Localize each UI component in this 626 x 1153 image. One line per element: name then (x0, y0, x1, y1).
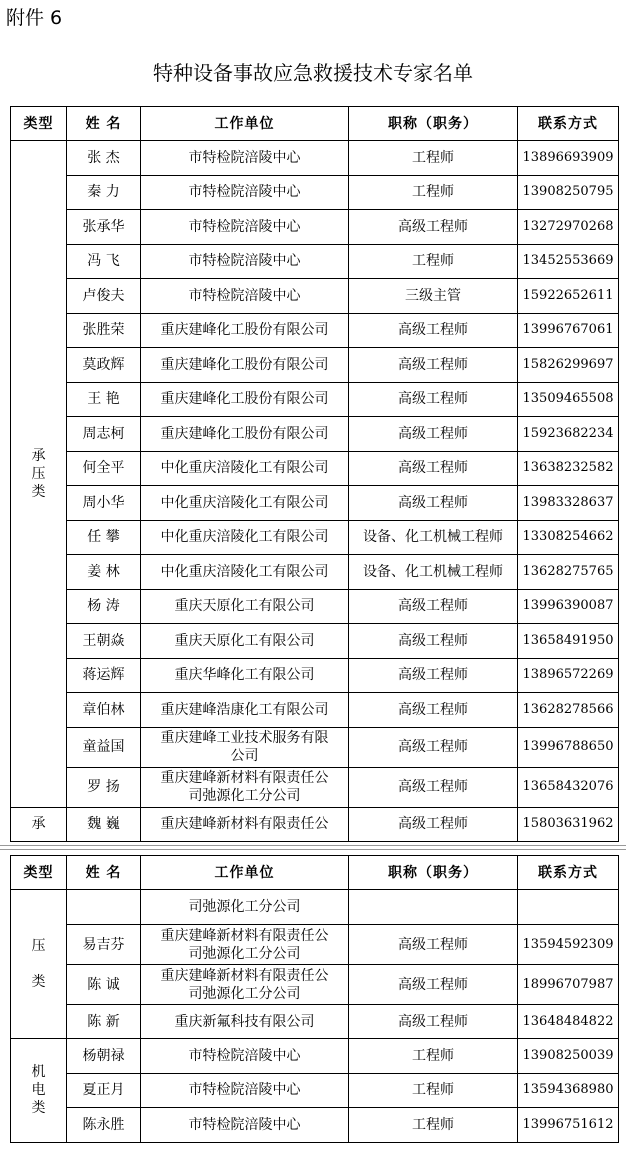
unit-cell: 市特检院涪陵中心 (141, 1073, 349, 1108)
unit-cell: 重庆天原化工有限公司 (141, 624, 349, 659)
name-cell: 冯 飞 (67, 244, 141, 279)
contact-cell: 13996751612 (518, 1108, 619, 1143)
unit-cell: 市特检院涪陵中心 (141, 1039, 349, 1074)
document-title: 特种设备事故应急救援技术专家名单 (153, 61, 473, 85)
title-cell: 高级工程师 (349, 624, 518, 659)
name-cell: 陈 新 (67, 1005, 141, 1039)
contact-cell: 13896693909 (518, 141, 619, 176)
contact-cell: 15803631962 (518, 807, 619, 841)
unit-cell: 司弛源化工分公司 (141, 890, 349, 925)
unit-cell: 重庆建峰化工股份有限公司 (141, 313, 349, 348)
contact-cell: 13658491950 (518, 624, 619, 659)
unit-cell: 重庆建峰新材料有限责任公 司弛源化工分公司 (141, 925, 349, 965)
expert-table-page2 (10, 855, 619, 1143)
title-cell: 高级工程师 (349, 1005, 518, 1039)
unit-cell: 重庆建峰新材料有限责任公 (141, 807, 349, 841)
category-pressure-vessel-cont: 承 (11, 807, 67, 841)
table-row (11, 1039, 619, 1074)
table-header-row (11, 856, 619, 890)
contact-cell: 15922652611 (518, 279, 619, 314)
table-header-row (11, 107, 619, 141)
name-cell: 张胜荣 (67, 313, 141, 348)
table-row (11, 727, 619, 767)
name-cell: 何全平 (67, 451, 141, 486)
table-row (11, 210, 619, 245)
table-row (11, 244, 619, 279)
contact-cell: 13908250795 (518, 175, 619, 210)
name-cell: 张承华 (67, 210, 141, 245)
contact-cell: 13638232582 (518, 451, 619, 486)
name-cell: 王 艳 (67, 382, 141, 417)
contact-cell: 13996390087 (518, 589, 619, 624)
page-break (0, 843, 626, 853)
table-row (11, 1005, 619, 1039)
unit-cell: 重庆建峰化工股份有限公司 (141, 348, 349, 383)
title-cell: 设备、化工机械工程师 (349, 555, 518, 590)
name-cell: 蒋运辉 (67, 658, 141, 693)
unit-cell: 重庆建峰化工股份有限公司 (141, 417, 349, 452)
category-pressure-vessel: 承 压 类 (11, 141, 67, 808)
contact-cell: 13594368980 (518, 1073, 619, 1108)
name-cell: 任 攀 (67, 520, 141, 555)
table-row (11, 1073, 619, 1108)
header-contact: 联系方式 (518, 107, 619, 141)
title-cell: 高级工程师 (349, 210, 518, 245)
contact-cell: 15826299697 (518, 348, 619, 383)
title-cell: 高级工程师 (349, 658, 518, 693)
header-contact: 联系方式 (518, 856, 619, 890)
contact-cell: 18996707987 (518, 965, 619, 1005)
unit-cell: 中化重庆涪陵化工有限公司 (141, 451, 349, 486)
title-cell: 高级工程师 (349, 767, 518, 807)
unit-cell: 市特检院涪陵中心 (141, 1108, 349, 1143)
name-cell: 章伯林 (67, 693, 141, 728)
title-cell: 设备、化工机械工程师 (349, 520, 518, 555)
name-cell: 卢俊夫 (67, 279, 141, 314)
contact-cell: 13896572269 (518, 658, 619, 693)
title-cell: 工程师 (349, 141, 518, 176)
title-cell: 高级工程师 (349, 965, 518, 1005)
unit-cell: 重庆新氟科技有限公司 (141, 1005, 349, 1039)
header-unit: 工作单位 (141, 107, 349, 141)
name-cell: 张 杰 (67, 141, 141, 176)
header-name: 姓 名 (67, 107, 141, 141)
table-row-continuation (11, 890, 619, 925)
contact-cell: 13628278566 (518, 693, 619, 728)
name-cell: 陈 诚 (67, 965, 141, 1005)
name-cell: 周小华 (67, 486, 141, 521)
table-row (11, 486, 619, 521)
category-electromechanical: 机 电 类 (11, 1039, 67, 1143)
table-row (11, 807, 619, 841)
table-row (11, 589, 619, 624)
name-cell: 易吉芬 (67, 925, 141, 965)
title-cell: 三级主管 (349, 279, 518, 314)
unit-cell: 市特检院涪陵中心 (141, 141, 349, 176)
title-cell: 高级工程师 (349, 382, 518, 417)
table-row (11, 382, 619, 417)
title-cell: 高级工程师 (349, 925, 518, 965)
contact-cell: 13509465508 (518, 382, 619, 417)
title-cell: 工程师 (349, 244, 518, 279)
unit-cell: 重庆华峰化工有限公司 (141, 658, 349, 693)
name-cell: 魏 巍 (67, 807, 141, 841)
table-row (11, 417, 619, 452)
title-cell: 高级工程师 (349, 727, 518, 767)
name-cell: 杨朝禄 (67, 1039, 141, 1074)
table-row (11, 451, 619, 486)
table-row (11, 1108, 619, 1143)
title-cell: 高级工程师 (349, 807, 518, 841)
header-name: 姓 名 (67, 856, 141, 890)
table-row (11, 925, 619, 965)
header-unit: 工作单位 (141, 856, 349, 890)
title-cell: 高级工程师 (349, 417, 518, 452)
title-cell: 高级工程师 (349, 589, 518, 624)
expert-table-page1 (10, 106, 619, 842)
name-cell: 姜 林 (67, 555, 141, 590)
unit-cell: 中化重庆涪陵化工有限公司 (141, 486, 349, 521)
header-type: 类型 (11, 856, 67, 890)
unit-cell: 市特检院涪陵中心 (141, 175, 349, 210)
unit-cell: 重庆建峰工业技术服务有限 公司 (141, 727, 349, 767)
table-row (11, 520, 619, 555)
table-row (11, 175, 619, 210)
title-cell: 高级工程师 (349, 313, 518, 348)
unit-cell: 市特检院涪陵中心 (141, 279, 349, 314)
contact-cell: 13996767061 (518, 313, 619, 348)
table-row (11, 658, 619, 693)
title-cell: 高级工程师 (349, 348, 518, 383)
unit-cell: 重庆天原化工有限公司 (141, 589, 349, 624)
table-row (11, 965, 619, 1005)
contact-cell: 13272970268 (518, 210, 619, 245)
title-cell: 高级工程师 (349, 693, 518, 728)
contact-cell: 13648484822 (518, 1005, 619, 1039)
name-cell: 王朝焱 (67, 624, 141, 659)
name-cell: 夏正月 (67, 1073, 141, 1108)
title-cell: 工程师 (349, 1073, 518, 1108)
name-cell: 莫政辉 (67, 348, 141, 383)
name-cell: 秦 力 (67, 175, 141, 210)
name-cell: 童益国 (67, 727, 141, 767)
table-row (11, 141, 619, 176)
title-cell (349, 890, 518, 925)
unit-cell: 重庆建峰新材料有限责任公 司弛源化工分公司 (141, 965, 349, 1005)
table-row (11, 279, 619, 314)
title-cell: 高级工程师 (349, 451, 518, 486)
table-row (11, 348, 619, 383)
table-row (11, 767, 619, 807)
contact-cell: 13594592309 (518, 925, 619, 965)
unit-cell: 重庆建峰新材料有限责任公 司弛源化工分公司 (141, 767, 349, 807)
unit-cell: 重庆建峰浩康化工有限公司 (141, 693, 349, 728)
title-cell: 工程师 (349, 1108, 518, 1143)
table-row (11, 624, 619, 659)
unit-cell: 中化重庆涪陵化工有限公司 (141, 555, 349, 590)
name-cell (67, 890, 141, 925)
header-title: 职称（职务） (349, 107, 518, 141)
title-cell: 工程师 (349, 1039, 518, 1074)
contact-cell: 13996788650 (518, 727, 619, 767)
header-title: 职称（职务） (349, 856, 518, 890)
unit-cell: 中化重庆涪陵化工有限公司 (141, 520, 349, 555)
contact-cell: 13628275765 (518, 555, 619, 590)
contact-cell: 13452553669 (518, 244, 619, 279)
attachment-label: 附件 6 (6, 7, 63, 29)
contact-cell: 13658432076 (518, 767, 619, 807)
contact-cell: 13308254662 (518, 520, 619, 555)
name-cell: 罗 扬 (67, 767, 141, 807)
header-type: 类型 (11, 107, 67, 141)
unit-cell: 市特检院涪陵中心 (141, 210, 349, 245)
contact-cell: 13908250039 (518, 1039, 619, 1074)
table-row (11, 555, 619, 590)
unit-cell: 市特检院涪陵中心 (141, 244, 349, 279)
contact-cell (518, 890, 619, 925)
name-cell: 杨 涛 (67, 589, 141, 624)
category-pressure-vessel-cont: 压 类 (11, 890, 67, 1039)
name-cell: 陈永胜 (67, 1108, 141, 1143)
contact-cell: 15923682234 (518, 417, 619, 452)
unit-cell: 重庆建峰化工股份有限公司 (141, 382, 349, 417)
table-row (11, 693, 619, 728)
title-cell: 高级工程师 (349, 486, 518, 521)
table-row (11, 313, 619, 348)
name-cell: 周志柯 (67, 417, 141, 452)
title-cell: 工程师 (349, 175, 518, 210)
contact-cell: 13983328637 (518, 486, 619, 521)
